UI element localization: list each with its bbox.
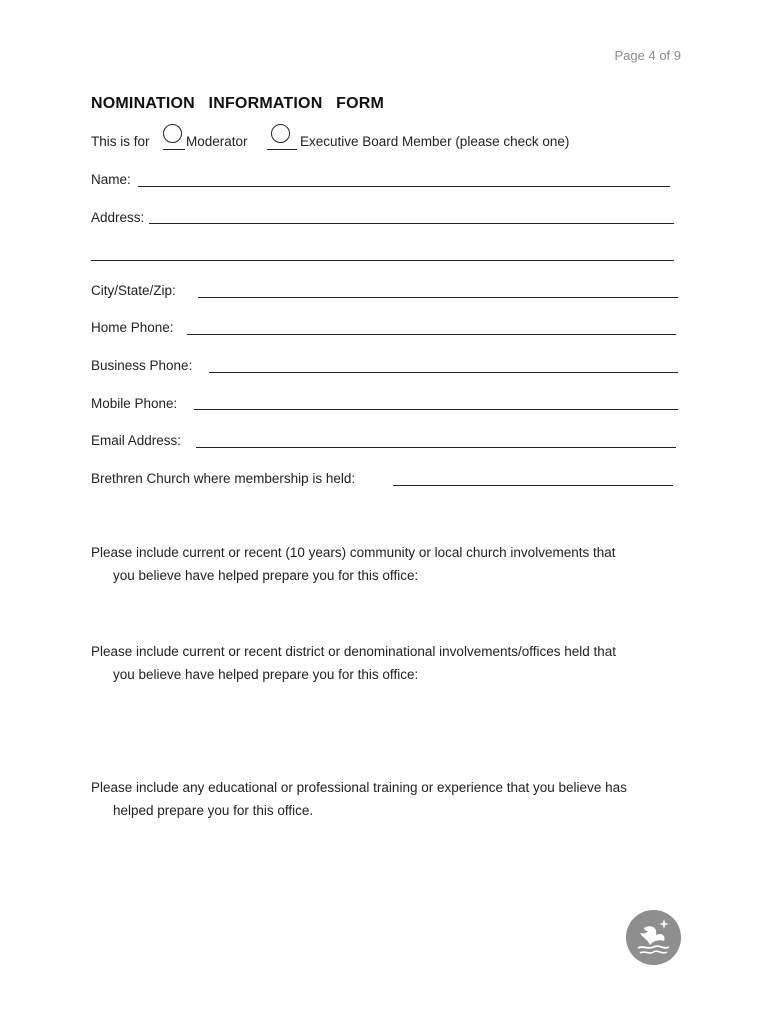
form-title: NOMINATION INFORMATION FORM [91, 95, 384, 112]
question-denominational-involvement [91, 640, 681, 686]
city-state-zip-label: City/State/Zip: [91, 283, 176, 298]
email-label: Email Address: [91, 433, 182, 448]
executive-board-label: Executive Board Member (please check one) [300, 134, 570, 149]
church-field[interactable] [393, 485, 673, 486]
page-number: Page 4 of 9 [614, 48, 681, 63]
address-field[interactable] [149, 223, 674, 224]
city-state-zip-field[interactable] [198, 297, 678, 298]
question-line: you believe have helped prepare you for this office: [113, 568, 419, 583]
executive-board-check-line [267, 149, 297, 150]
church-logo-graphic [626, 910, 681, 965]
question-training-experience [91, 776, 681, 822]
email-field[interactable] [196, 447, 676, 448]
address-field-line2[interactable] [91, 260, 674, 261]
choice-intro: This is for [91, 134, 150, 149]
moderator-radio[interactable] [163, 124, 182, 143]
question-line: Please include current or recent (10 years) community or local church involvements that [91, 545, 616, 560]
mobile-phone-field[interactable] [194, 409, 678, 410]
question-line: Please include any educational or professional training or experience that you believe has [91, 780, 627, 795]
name-field[interactable] [138, 186, 670, 187]
business-phone-field[interactable] [209, 372, 678, 373]
home-phone-field[interactable] [187, 334, 676, 335]
question-line: you believe have helped prepare you for this office: [113, 667, 419, 682]
moderator-check-line [163, 149, 185, 150]
home-phone-label: Home Phone: [91, 320, 174, 335]
church-label: Brethren Church where membership is held: [91, 471, 356, 486]
executive-board-radio[interactable] [271, 124, 290, 143]
name-label: Name: [91, 172, 131, 187]
address-label: Address: [91, 210, 145, 225]
question-community-involvement [91, 541, 681, 587]
church-logo-icon [626, 910, 681, 965]
moderator-label: Moderator [186, 134, 248, 149]
question-line: helped prepare you for this office. [113, 803, 314, 818]
question-line: Please include current or recent district or denominational involvements/offices held that [91, 644, 617, 659]
mobile-phone-label: Mobile Phone: [91, 396, 178, 411]
business-phone-label: Business Phone: [91, 358, 193, 373]
